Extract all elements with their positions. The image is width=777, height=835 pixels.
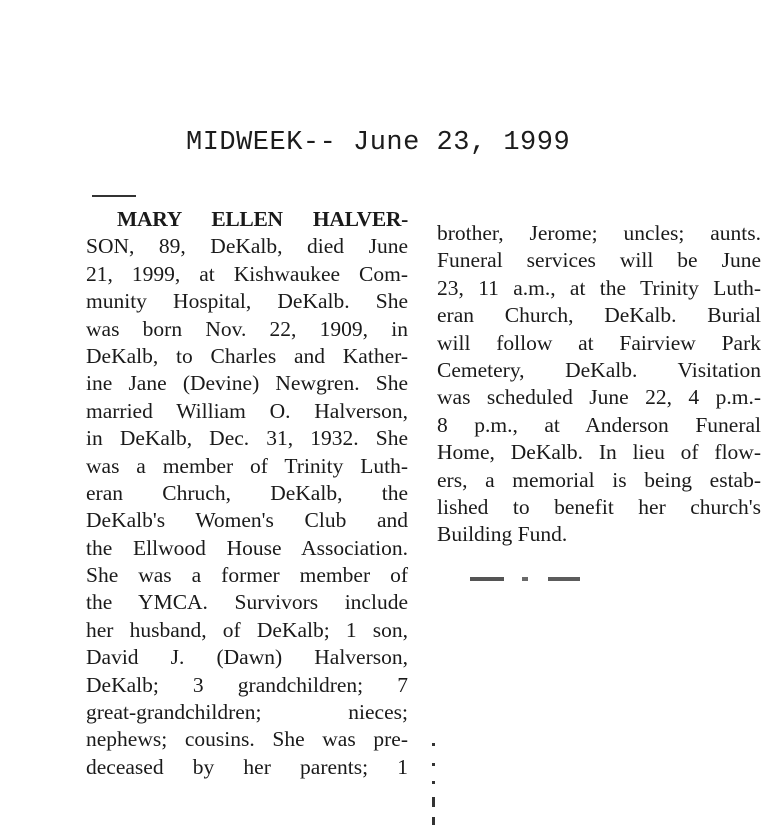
text-line: munity Hospital, DeKalb. She (86, 289, 408, 314)
edge-mark (432, 797, 435, 807)
text-line: lished to benefit her church's (437, 494, 761, 519)
text-line: She was a former member of (86, 563, 408, 588)
text-line: 23, 11 a.m., at the Trinity Luth- (437, 275, 761, 300)
text-line: Home, DeKalb. In lieu of flow- (437, 440, 761, 465)
text-line: in DeKalb, Dec. 31, 1932. She (86, 426, 408, 451)
text-line: was born Nov. 22, 1909, in (86, 316, 408, 341)
text-line: her husband, of DeKalb; 1 son, (86, 617, 408, 642)
obituary-left-column (86, 206, 408, 781)
text-line: deceased by her parents; 1 (86, 754, 408, 779)
obituary-right-column (437, 220, 761, 549)
text-line: SON, 89, DeKalb, died June (86, 234, 408, 259)
text-line: eran Chruch, DeKalb, the (86, 480, 408, 505)
text-line: Cemetery, DeKalb. Visitation (437, 357, 761, 382)
text-line: was scheduled June 22, 4 p.m.- (437, 385, 761, 410)
text-line: David J. (Dawn) Halverson, (86, 645, 408, 670)
edge-mark (432, 743, 435, 746)
section-rule (92, 195, 136, 197)
text-line: nephews; cousins. She was pre- (86, 727, 408, 752)
text-line: will follow at Fairview Park (437, 330, 761, 355)
text-line: Funeral services will be June (437, 248, 761, 273)
text-line: 8 p.m., at Anderson Funeral (437, 412, 761, 437)
text-line: married William O. Halverson, (86, 398, 408, 423)
page-header: MIDWEEK-- June 23, 1999 (186, 128, 571, 158)
text-line: was a member of Trinity Luth- (86, 453, 408, 478)
text-line: DeKalb; 3 grandchildren; 7 (86, 672, 408, 697)
text-line: DeKalb's Women's Club and (86, 508, 408, 533)
edge-mark (432, 817, 435, 825)
text-line: brother, Jerome; uncles; aunts. (437, 221, 761, 245)
text-line: 21, 1999, at Kishwaukee Com- (86, 261, 408, 286)
edge-mark (432, 763, 435, 766)
text-line: the Ellwood House Association. (86, 535, 408, 560)
text-line: ers, a memorial is being estab- (437, 467, 761, 492)
text-line: ine Jane (Devine) Newgren. She (86, 371, 408, 396)
edge-mark (432, 781, 435, 784)
text-line: DeKalb, to Charles and Kather- (86, 343, 408, 368)
obituary-name: MARY ELLEN HALVER- (117, 207, 408, 231)
cropped-next-article-fragment (470, 577, 600, 581)
clipping-edge-marks (432, 735, 438, 830)
text-line: eran Church, DeKalb. Burial (437, 303, 761, 328)
text-line: the YMCA. Survivors include (86, 590, 408, 615)
text-line: great-grandchildren; nieces; (86, 700, 408, 725)
text-line: Building Fund. (437, 522, 568, 547)
